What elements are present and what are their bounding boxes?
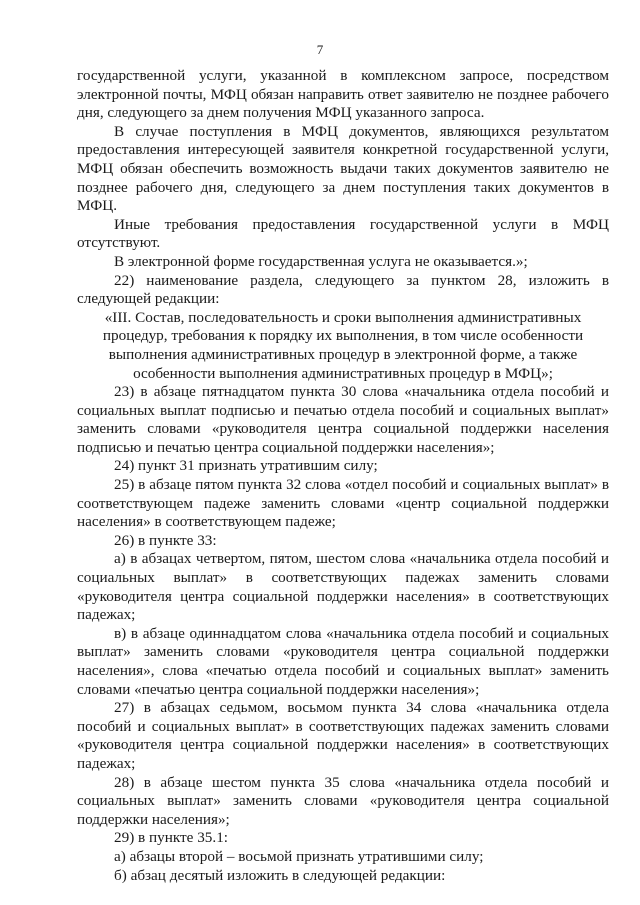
paragraph-other-requirements: Иные требования предоставления государственной услуги в МФЦ отсутствуют.	[77, 215, 609, 252]
paragraph-item-26-a: а) в абзацах четвертом, пятом, шестом слова «начальника отдела пособий и социальных выплат» в соответствующих падежах заменить словами «руководителя центра социальной поддержки населения» в соответствующих падежах;	[77, 550, 609, 624]
paragraph-item-26-v: в) в абзаце одиннадцатом слова «начальника отдела пособий и социальных выплат» заменить словами «руководителя центра социальной поддержки населения», слова «печатью отдела пособий и социальных выплат» заменить словами «печатью центра социальной поддержки населения»;	[77, 624, 609, 698]
section-heading-quote: «III. Состав, последовательность и сроки выполнения административных процедур, требования к порядку их выполнения, в том числе особенности выполнения административных процедур в электронной форме, а также особенности выполнения административных процедур в МФЦ»;	[102, 308, 584, 382]
paragraph-item-29: 29) в пункте 35.1:	[114, 829, 229, 847]
paragraph-mfc-documents: В случае поступления в МФЦ документов, являющихся результатом предоставления интересующей заявителя конкретной государственной услуги, МФЦ обязан обеспечить возможность выдачи таких документов заявителю не позднее рабочего дня, следующего за днем поступления таких документов в МФЦ.	[77, 122, 609, 215]
paragraph-item-25: 25) в абзаце пятом пункта 32 слова «отдел пособий и социальных выплат» в соответствующем падеже заменить словами «центр социальной поддержки населения» в соответствующем падеже;	[77, 476, 609, 531]
page-number: 7	[316, 42, 324, 57]
paragraph-item-26: 26) в пункте 33:	[114, 531, 217, 549]
paragraph-item-22: 22) наименование раздела, следующего за пунктом 28, изложить в следующей редакции:	[77, 271, 609, 308]
paragraph-electronic-form: В электронной форме государственная услуга не оказывается.»;	[114, 252, 528, 270]
paragraph-continuation: государственной услуги, указанной в комплексном запросе, посредством электронной почты, МФЦ обязан направить ответ заявителю не позднее рабочего дня, следующего за днем получения МФЦ указанного запроса.	[77, 67, 609, 122]
document-body	[77, 67, 609, 885]
paragraph-item-29-a: а) абзацы второй – восьмой признать утратившими силу;	[114, 847, 484, 865]
paragraph-item-24: 24) пункт 31 признать утратившим силу;	[114, 457, 378, 475]
paragraph-item-27: 27) в абзацах седьмом, восьмом пункта 34 слова «начальника отдела пособий и социальных выплат» в соответствующих падежах заменить словами «руководителя центра социальной поддержки населения» в соответствующих падежах;	[77, 699, 609, 772]
paragraph-item-29-b: б) абзац десятый изложить в следующей редакции:	[114, 866, 446, 884]
paragraph-item-28: 28) в абзаце шестом пункта 35 слова «начальника отдела пособий и социальных выплат» заменить словами «руководителя центра социальной поддержки населения»;	[77, 773, 609, 828]
paragraph-item-23: 23) в абзаце пятнадцатом пункта 30 слова «начальника отдела пособий и социальных выплат подписью и печатью отдела пособий и социальных выплат» заменить словами «руководителя центра социальной поддержки населения подписью и печатью центра социальной поддержки населения»;	[77, 383, 609, 456]
